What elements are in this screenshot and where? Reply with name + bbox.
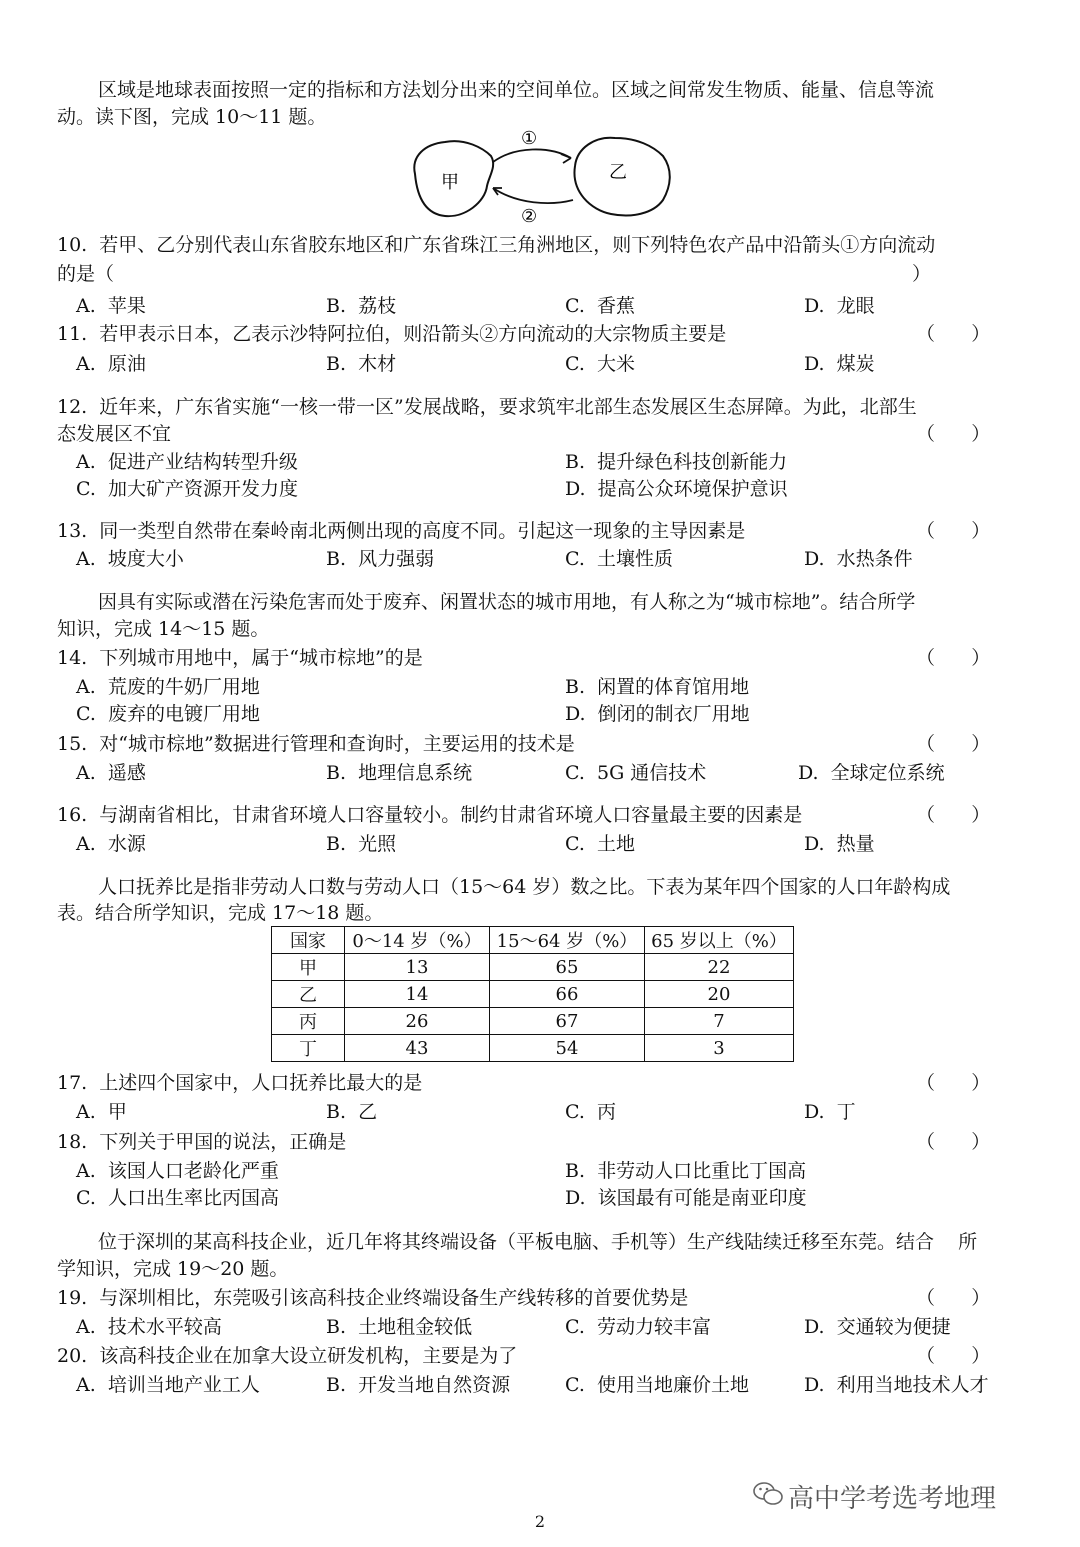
q13-stem: 13. 同一类型自然带在秦岭南北两侧出现的高度不同。引起这一现象的主导因素是	[57, 520, 746, 542]
table-header: 国家	[272, 927, 345, 954]
q15-option-b[interactable]: B. 地理信息系统	[326, 762, 473, 784]
region-flow-diagram	[405, 126, 675, 224]
q14-option-b[interactable]: B. 闲置的体育馆用地	[565, 676, 750, 698]
table-row	[272, 954, 794, 981]
q10-stem-line2: 的是（	[57, 263, 115, 285]
q15-option-c[interactable]: C. 5G 通信技术	[565, 762, 707, 784]
q19-stem: 19. 与深圳相比，东莞吸引该高科技企业终端设备生产线转移的首要优势是	[57, 1287, 689, 1309]
q20-option-d[interactable]: D. 利用当地技术人才	[804, 1374, 989, 1396]
q19-option-a[interactable]: A. 技术水平较高	[76, 1316, 222, 1338]
q15-answer-bracket[interactable]: （ ）	[916, 733, 991, 755]
intro-14-15-line2: 知识，完成 14～15 题。	[57, 618, 270, 640]
q20-option-b[interactable]: B. 开发当地自然资源	[326, 1374, 511, 1396]
q11-option-c[interactable]: C. 大米	[565, 353, 635, 375]
q14-answer-bracket[interactable]: （ ）	[916, 647, 991, 669]
q10-answer-bracket[interactable]: ）	[912, 263, 932, 285]
q11-option-d[interactable]: D. 煤炭	[804, 353, 875, 375]
q17-stem: 17. 上述四个国家中，人口抚养比最大的是	[57, 1072, 423, 1094]
q11-option-b[interactable]: B. 木材	[326, 353, 397, 375]
q16-option-a[interactable]: A. 水源	[76, 833, 146, 855]
q10-option-c[interactable]: C. 香蕉	[565, 295, 635, 317]
q18-answer-bracket[interactable]: （ ）	[916, 1131, 991, 1153]
q13-option-a[interactable]: A. 坡度大小	[76, 548, 184, 570]
intro-17-18-line2: 表。结合所学知识，完成 17～18 题。	[57, 902, 384, 924]
table-cell: 3	[645, 1035, 794, 1062]
intro-10-11-line1: 区域是地球表面按照一定的指标和方法划分出来的空间单位。区域之间常发生物质、能量、信息等流	[98, 79, 935, 101]
q14-option-a[interactable]: A. 荒废的牛奶厂用地	[76, 676, 260, 698]
table-cell: 14	[345, 981, 490, 1008]
q19-option-b[interactable]: B. 土地租金较低	[326, 1316, 473, 1338]
q20-option-a[interactable]: A. 培训当地产业工人	[76, 1374, 260, 1396]
table-header: 65 岁以上（%）	[645, 927, 794, 954]
q14-option-c[interactable]: C. 废弃的电镀厂用地	[76, 703, 260, 725]
q12-option-d[interactable]: D. 提高公众环境保护意识	[565, 478, 788, 500]
q19-answer-bracket[interactable]: （ ）	[916, 1287, 991, 1309]
q12-option-b[interactable]: B. 提升绿色科技创新能力	[565, 451, 788, 473]
intro-10-11-line2: 动。读下图，完成 10～11 题。	[57, 106, 327, 128]
q12-option-a[interactable]: A. 促进产业结构转型升级	[76, 451, 298, 473]
q20-option-c[interactable]: C. 使用当地廉价土地	[565, 1374, 749, 1396]
q12-answer-bracket[interactable]: （ ）	[916, 423, 991, 445]
table-row	[272, 981, 794, 1008]
wechat-icon	[752, 1480, 784, 1508]
table-cell: 26	[345, 1008, 490, 1035]
q11-option-a[interactable]: A. 原油	[76, 353, 146, 375]
q17-answer-bracket[interactable]: （ ）	[916, 1072, 991, 1094]
q18-option-a[interactable]: A. 该国人口老龄化严重	[76, 1160, 279, 1182]
intro-19-20-line1: 位于深圳的某高科技企业，近几年将其终端设备（平板电脑、手机等）生产线陆续迁移至东莞。结合 所	[98, 1231, 978, 1253]
q19-option-d[interactable]: D. 交通较为便捷	[804, 1316, 951, 1338]
q15-option-d[interactable]: D. 全球定位系统	[798, 762, 945, 784]
table-cell: 13	[345, 954, 490, 981]
table-cell: 甲	[272, 954, 345, 981]
q16-stem: 16. 与湖南省相比，甘肃省环境人口容量较小。制约甘肃省环境人口容量最主要的因素是	[57, 804, 803, 826]
q12-stem-line2: 态发展区不宜	[57, 423, 172, 445]
q10-option-d[interactable]: D. 龙眼	[804, 295, 875, 317]
table-cell: 67	[490, 1008, 645, 1035]
q13-answer-bracket[interactable]: （ ）	[916, 520, 991, 542]
q17-option-c[interactable]: C. 丙	[565, 1101, 616, 1123]
q19-option-c[interactable]: C. 劳动力较丰富	[565, 1316, 711, 1338]
table-cell: 20	[645, 981, 794, 1008]
q13-option-d[interactable]: D. 水热条件	[804, 548, 913, 570]
q16-option-d[interactable]: D. 热量	[804, 833, 875, 855]
table-header-row	[272, 927, 794, 954]
region-a-label: 甲	[441, 172, 459, 193]
q20-answer-bracket[interactable]: （ ）	[916, 1345, 991, 1367]
table-header: 15～64 岁（%）	[490, 927, 645, 954]
table-header: 0～14 岁（%）	[345, 927, 490, 954]
q15-stem: 15. 对“城市棕地”数据进行管理和查询时，主要运用的技术是	[57, 733, 575, 755]
q18-option-c[interactable]: C. 人口出生率比丙国高	[76, 1187, 279, 1209]
q13-option-b[interactable]: B. 风力强弱	[326, 548, 435, 570]
arrow-2-label: ②	[521, 206, 538, 224]
q16-option-b[interactable]: B. 光照	[326, 833, 397, 855]
q12-stem-line1: 12. 近年来，广东省实施“一核一带一区”发展战略，要求筑牢北部生态发展区生态屏障。为此，北部生	[57, 396, 917, 418]
q18-option-b[interactable]: B. 非劳动人口比重比丁国高	[565, 1160, 807, 1182]
q16-option-c[interactable]: C. 土地	[565, 833, 635, 855]
table-cell: 7	[645, 1008, 794, 1035]
q11-stem: 11. 若甲表示日本，乙表示沙特阿拉伯，则沿箭头②方向流动的大宗物质主要是	[57, 323, 727, 345]
q20-stem: 20. 该高科技企业在加拿大设立研发机构，主要是为了	[57, 1345, 518, 1367]
q11-answer-bracket[interactable]: （ ）	[916, 323, 991, 345]
q13-option-c[interactable]: C. 土壤性质	[565, 548, 673, 570]
page-number: 2	[534, 1512, 546, 1531]
age-structure-table	[271, 926, 794, 1062]
watermark-text: 高中学考选考地理	[788, 1484, 997, 1514]
q17-option-a[interactable]: A. 甲	[76, 1101, 127, 1123]
table-cell: 65	[490, 954, 645, 981]
table-cell: 丙	[272, 1008, 345, 1035]
arrow-1-label: ①	[521, 128, 538, 149]
q14-stem: 14. 下列城市用地中，属于“城市棕地”的是	[57, 647, 423, 669]
table-cell: 43	[345, 1035, 490, 1062]
table-row	[272, 1035, 794, 1062]
intro-17-18-line1: 人口抚养比是指非劳动人口数与劳动人口（15～64 岁）数之比。下表为某年四个国家的人口年龄构成	[98, 876, 951, 898]
intro-19-20-line2: 学知识，完成 19～20 题。	[57, 1258, 289, 1280]
q10-stem-line1: 10. 若甲、乙分别代表山东省胶东地区和广东省珠江三角洲地区，则下列特色农产品中沿箭头①方向流动	[57, 234, 936, 256]
table-row	[272, 1008, 794, 1035]
region-b-label: 乙	[609, 162, 627, 183]
table-cell: 22	[645, 954, 794, 981]
q12-option-c[interactable]: C. 加大矿产资源开发力度	[76, 478, 298, 500]
q10-option-a[interactable]: A. 苹果	[76, 295, 146, 317]
table-cell: 66	[490, 981, 645, 1008]
q10-option-b[interactable]: B. 荔枝	[326, 295, 397, 317]
q14-option-d[interactable]: D. 倒闭的制衣厂用地	[565, 703, 750, 725]
table-cell: 丁	[272, 1035, 345, 1062]
q18-option-d[interactable]: D. 该国最有可能是南亚印度	[565, 1187, 807, 1209]
q16-answer-bracket[interactable]: （ ）	[916, 804, 991, 826]
intro-14-15-line1: 因具有实际或潜在污染危害而处于废弃、闲置状态的城市用地，有人称之为“城市棕地”。结合所学	[98, 591, 916, 613]
q17-option-d[interactable]: D. 丁	[804, 1101, 856, 1123]
arrow-1	[493, 149, 571, 162]
q18-stem: 18. 下列关于甲国的说法，正确是	[57, 1131, 347, 1153]
table-cell: 54	[490, 1035, 645, 1062]
table-cell: 乙	[272, 981, 345, 1008]
arrow-2	[493, 188, 573, 203]
q17-option-b[interactable]: B. 乙	[326, 1101, 378, 1123]
q15-option-a[interactable]: A. 遥感	[76, 762, 146, 784]
